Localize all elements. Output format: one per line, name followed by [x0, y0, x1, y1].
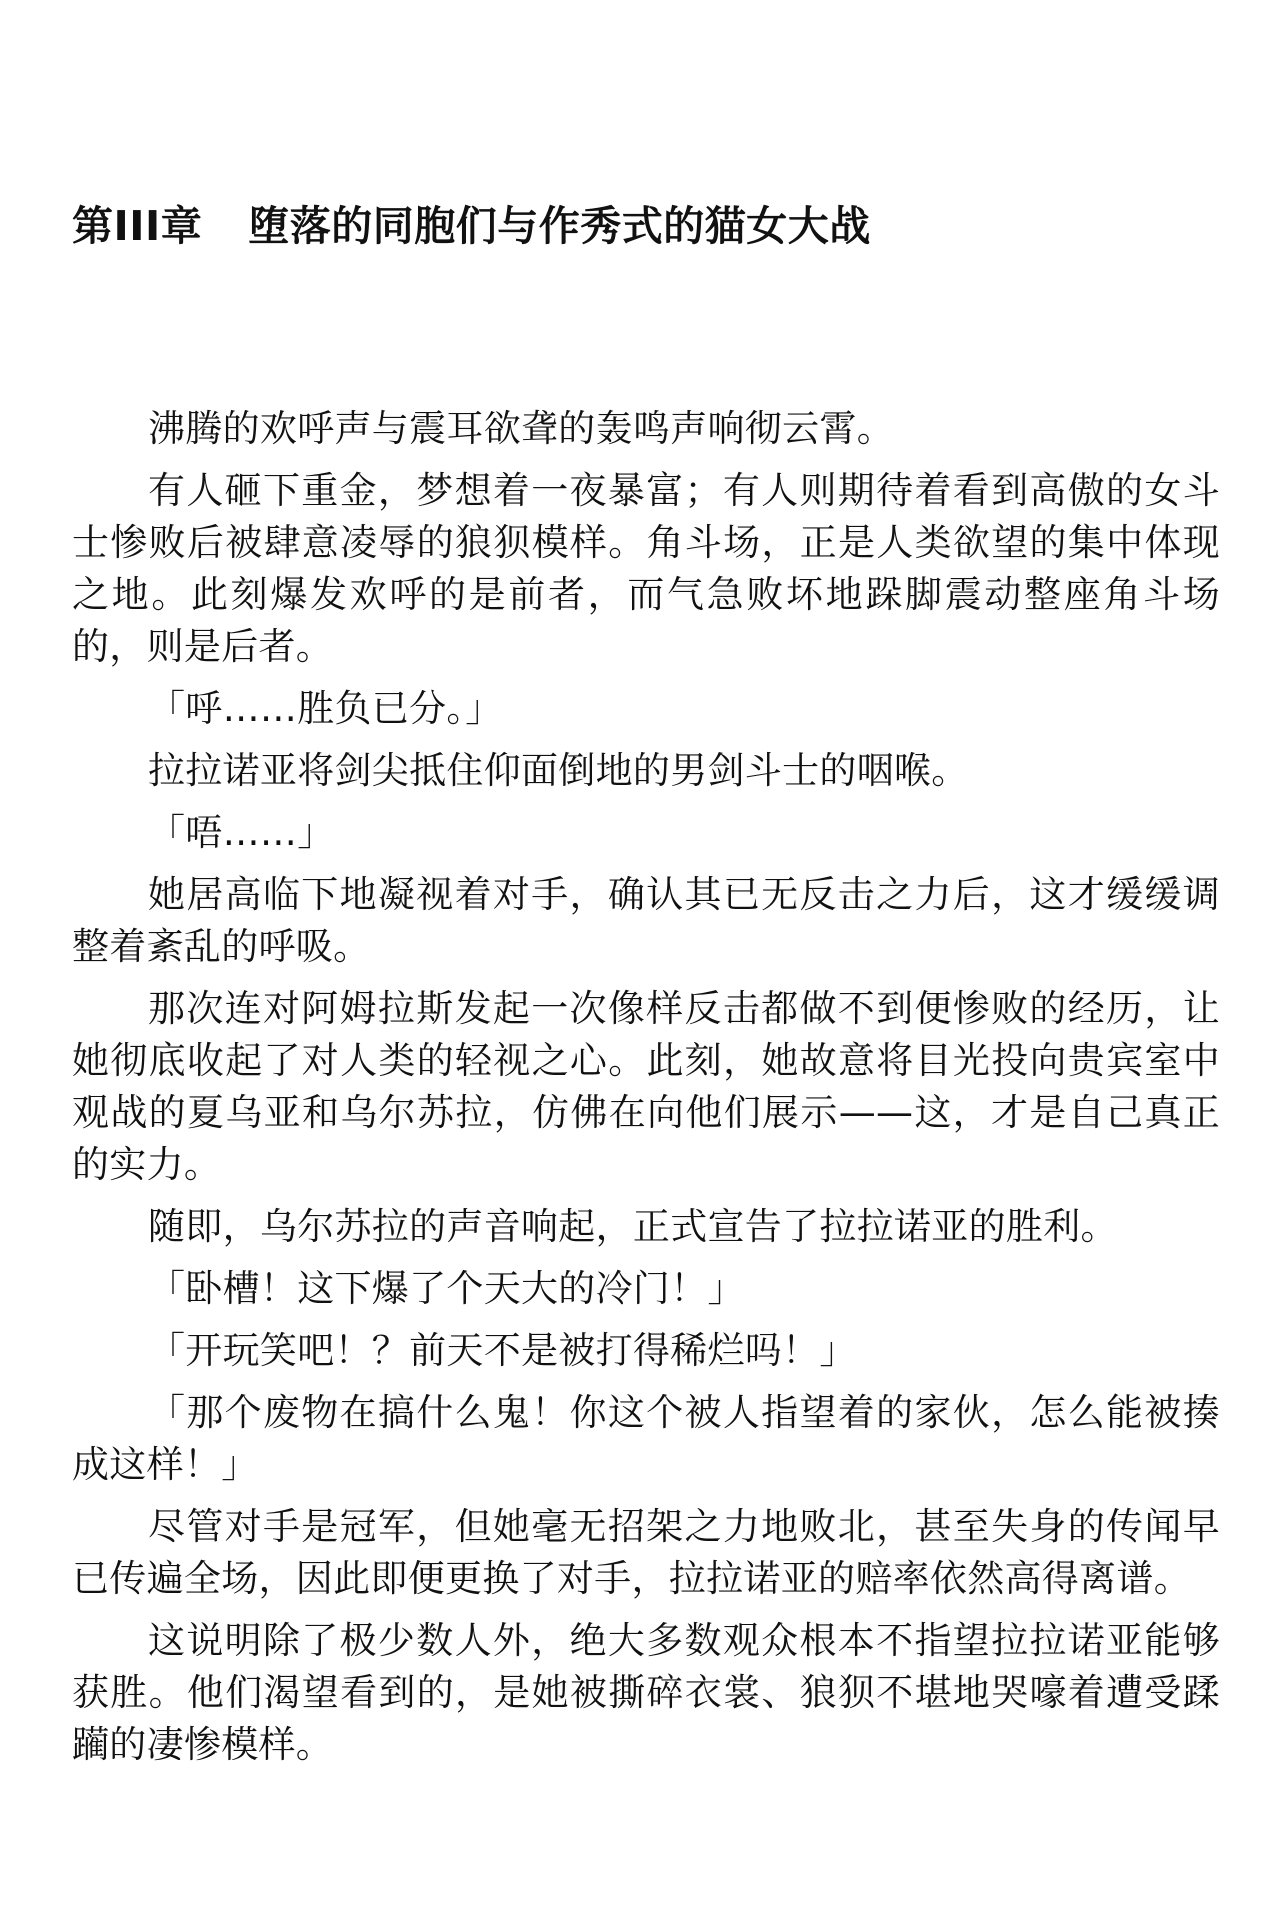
paragraph-6: 随即，乌尔苏拉的声音响起，正式宣告了拉拉诺亚的胜利。 [148, 1205, 1118, 1248]
dialogue-2: 「唔……」 [148, 811, 335, 854]
chapter-number: 第III章 [72, 202, 203, 250]
dialogue-1: 「呼……胜负已分。」 [148, 687, 503, 730]
paragraph-4: 她居高临下地凝视着对手，确认其已无反击之力后，这才缓缓调整着紊乱的呼吸。 [72, 873, 1220, 968]
paragraph-8: 这说明除了极少数人外，绝大多数观众根本不指望拉拉诺亚能够获胜。他们渴望看到的，是她被撕碎衣裳、狼狈不堪地哭嚎着遭受蹂躏的凄惨模样。 [72, 1619, 1220, 1766]
paragraph-2: 有人砸下重金，梦想着一夜暴富；有人则期待着看到高傲的女斗士惨败后被肆意凌辱的狼狈模样。角斗场，正是人类欲望的集中体现之地。此刻爆发欢呼的是前者，而气急败坏地跺脚震动整座角斗场的，则是后者。 [72, 469, 1220, 668]
paragraph-1: 沸腾的欢呼声与震耳欲聋的轰鸣声响彻云霄。 [148, 407, 894, 450]
paragraph-3: 拉拉诺亚将剑尖抵住仰面倒地的男剑斗士的咽喉。 [148, 749, 969, 792]
chapter-body [72, 403, 1220, 1781]
dialogue-3: 「卧槽！这下爆了个天大的冷门！」 [148, 1267, 745, 1310]
chapter-heading [72, 196, 871, 256]
chapter-title-text: 堕落的同胞们与作秀式的猫女大战 [248, 202, 871, 250]
paragraph-5: 那次连对阿姆拉斯发起一次像样反击都做不到便惨败的经历，让她彻底收起了对人类的轻视之心。此刻，她故意将目光投向贵宾室中观战的夏乌亚和乌尔苏拉，仿佛在向他们展示——这，才是自己真正的实力。 [72, 987, 1220, 1186]
dialogue-5: 「那个废物在搞什么鬼！你这个被人指望着的家伙，怎么能被揍成这样！」 [72, 1391, 1220, 1486]
dialogue-4: 「开玩笑吧！？前天不是被打得稀烂吗！」 [148, 1329, 857, 1372]
paragraph-7: 尽管对手是冠军，但她毫无招架之力地败北，甚至失身的传闻早已传遍全场，因此即便更换了对手，拉拉诺亚的赔率依然高得离谱。 [72, 1505, 1220, 1600]
